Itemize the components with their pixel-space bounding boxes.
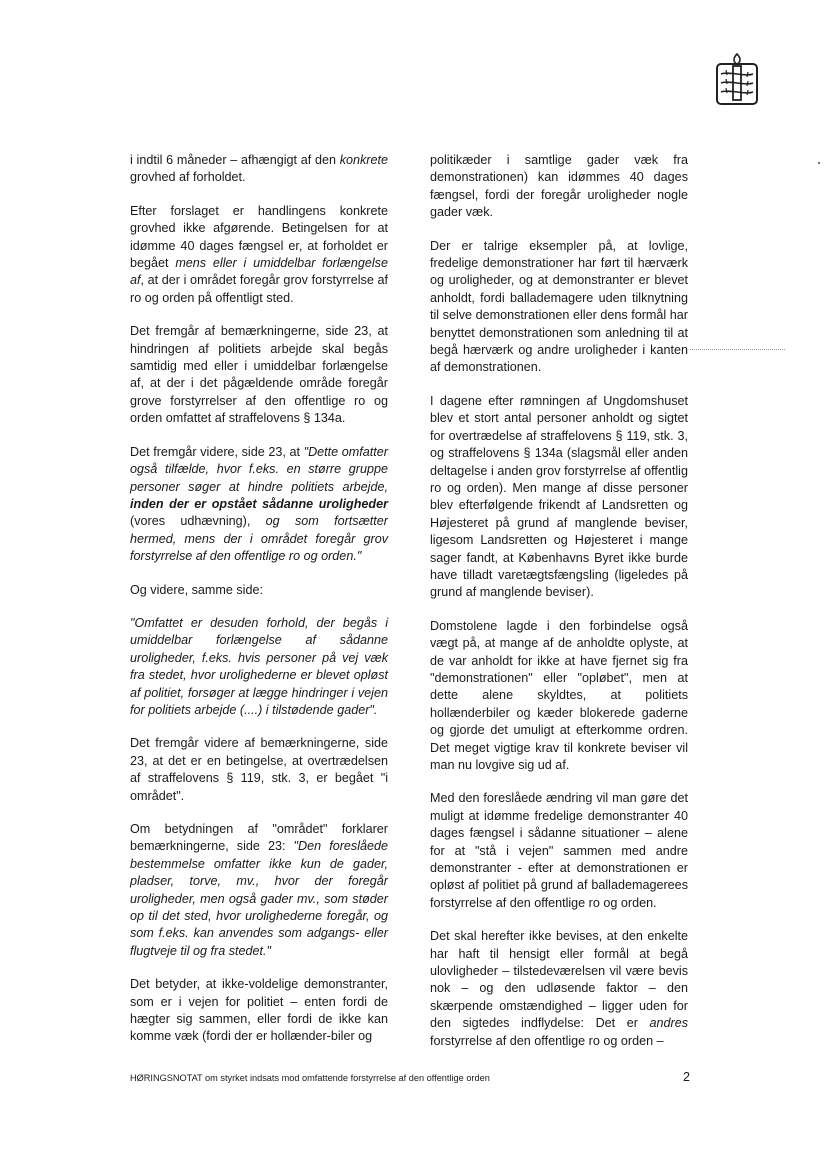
text-run: "Omfattet er desuden forhold, der begås i umiddelbar forlængelse af sådanne uroligheder, f.eks. hvis personer på vej væk fra stedet, hvor urolighederne er blevet opløst af politiet, forsøger at lægge hindringer i vejen for politiets arbejde (....) i tilstødende gader". <box>130 615 388 717</box>
text-run: inden der er opstået sådanne uroligheder <box>130 496 388 511</box>
paragraph <box>130 444 388 566</box>
text-run: Der er talrige eksempler på, at lovlige, fredelige demonstrationer har ført til hærværk og uroligheder, og at demonstranter er blevet anholdt, fordi ballademagere uden tilknytning til selve demonstrationen eller dens formål har benyttet demonstrationen som anledning til at begå hærværk og andre uroligheder i kanten af demonstrationen. <box>430 238 688 375</box>
paragraph <box>130 821 388 960</box>
text-run: Det fremgår videre af bemærkningerne, side 23, at det er en betingelse, at overtrædelsen af straffelovens § 119, stk. 3, er begået "i området". <box>130 736 388 803</box>
paragraph <box>430 152 688 222</box>
text-run: Efter forslaget er handlingens konkrete grovhed ikke afgørende. Betingelsen for at idømme 40 dages fængsel er, at forholdet er begået <box>130 203 388 271</box>
right-text-column <box>430 152 688 1066</box>
text-run: "Den foreslåede bestemmelse omfatter ikke kun de gader, pladser, torve, mv., hvor der foregår uroligheder, men også gader mv., som støder op til det sted, hvor urolighederne foregår, og som f.eks. kan anvendes som adgangs- eller flugtveje til og fra stedet." <box>130 839 389 958</box>
text-run: grovhed af forholdet. <box>130 170 246 185</box>
text-run: Det betyder, at ikke-voldelige demonstranter, som er i vejen for politiet – enten fordi de hægter sig sammen, eller fordi de ikke kan komme væk (fordi der er hollænder-biler og <box>130 977 388 1044</box>
paragraph <box>430 618 688 775</box>
paragraph <box>130 203 388 307</box>
text-run: Det fremgår videre, side 23, at <box>130 444 304 459</box>
text-run: i indtil 6 måneder – afhængigt af den <box>130 153 340 167</box>
text-run: Om betydningen af "området" forklarer bemærkningerne, side 23: <box>130 822 388 854</box>
paragraph <box>130 615 388 719</box>
footer-title: HØRINGSNOTAT om styrket indsats mod omfattende forstyrrelse af den offentlige orden <box>130 1073 490 1083</box>
paragraph <box>430 928 688 1050</box>
paragraph <box>130 735 388 805</box>
text-run: politikæder i samtlige gader væk fra demonstrationen) kan idømmes 40 dages fængsel, fordi der foregår uroligheder nogle gader væk. <box>430 153 688 220</box>
text-run: forstyrrelse af den offentlige ro og orden – <box>430 1033 664 1048</box>
paragraph <box>130 976 388 1046</box>
text-run: "Dette omfatter også tilfælde, hvor f.eks. en større gruppe personer søger at hindre politiets arbejde, <box>130 444 388 494</box>
page-number: 2 <box>682 1070 690 1084</box>
text-run: (vores udhævning), <box>130 514 266 529</box>
paragraph <box>430 238 688 377</box>
candle-in-barbed-wire-icon <box>712 52 762 108</box>
text-run: Domstolene lagde i den forbindelse også vægt på, at mange af de anholdte oplyste, at de var anholdt for ikke at have fjernet sig fra "demonstrationen" eller "opløbet", men at dette alene skyldtes, at politiets hollænderbiler og kæder blokerede gaderne og gjorde det umuligt at efterkomme ordren. Det meget vigtige krav til konkrete beviser vil man nu lovgive sig ud af. <box>430 618 688 772</box>
text-run: mens eller i umiddelbar forlængelse af <box>130 256 388 288</box>
left-text-column <box>130 152 388 1062</box>
scan-artifact-dot <box>818 162 820 164</box>
scan-artifact-line <box>690 349 785 351</box>
text-run: og som fortsætter hermed, mens der i området foregår grov forstyrrelse af den offentlige ro og orden." <box>130 514 388 564</box>
text-run: I dagene efter rømningen af Ungdomshuset blev et stort antal personer anholdt og sigtet for overtrædelse af straffelovens § 119, stk. 3, og straffelovens § 134a (slagsmål eller anden deltagelse i anden grov forstyrrelse af offentlig ro og orden). Men mange af disse personer blev efterfølgende frikendt af Landsretten og Højesteret på grund af manglende beviser, ligesom Landsretten og Højesteret i mange sager fandt, at Københavns Byret ikke burde have tilladt varetægtsfængsling (ligeledes på grund af manglende beviser). <box>430 393 688 600</box>
paragraph <box>130 582 388 599</box>
paragraph <box>430 393 688 602</box>
text-run: andres <box>649 1016 688 1031</box>
text-run: , at der i området foregår grov forstyrrelse af ro og orden på offentligt sted. <box>130 273 388 305</box>
text-run: Med den foreslåede ændring vil man gøre det muligt at idømme fredelige demonstranter 40 dages fængsel i sådanne situationer – alene for at "stå i vejen" sammen med andre demonstranter - efter at demonstrationen er opløst af politiet på grund af ballademagerees forstyrrelse af den offentlige ro og orden. <box>430 791 688 910</box>
text-run: Det skal herefter ikke bevises, at den enkelte har haft til hensigt eller formål at begå ulovligheder – tilstedeværelsen vil være bevis nok – og den udløsende faktor – den skærpende omstændighed – ligger uden for den sigtedes indflydelse: Det er <box>430 929 688 1031</box>
text-run: Og videre, samme side: <box>130 582 263 597</box>
paragraph <box>430 790 688 912</box>
text-run: konkrete <box>339 153 388 167</box>
paragraph <box>130 323 388 427</box>
paragraph <box>130 152 388 187</box>
text-run: Det fremgår af bemærkningerne, side 23, at hindringen af politiets arbejde skal begås samtidig med eller i umiddelbar forlængelse af, at der i det pågældende område foregår grove forstyrrelser af den offentlige ro og orden omfattet af straffelovens § 134a. <box>130 324 388 426</box>
